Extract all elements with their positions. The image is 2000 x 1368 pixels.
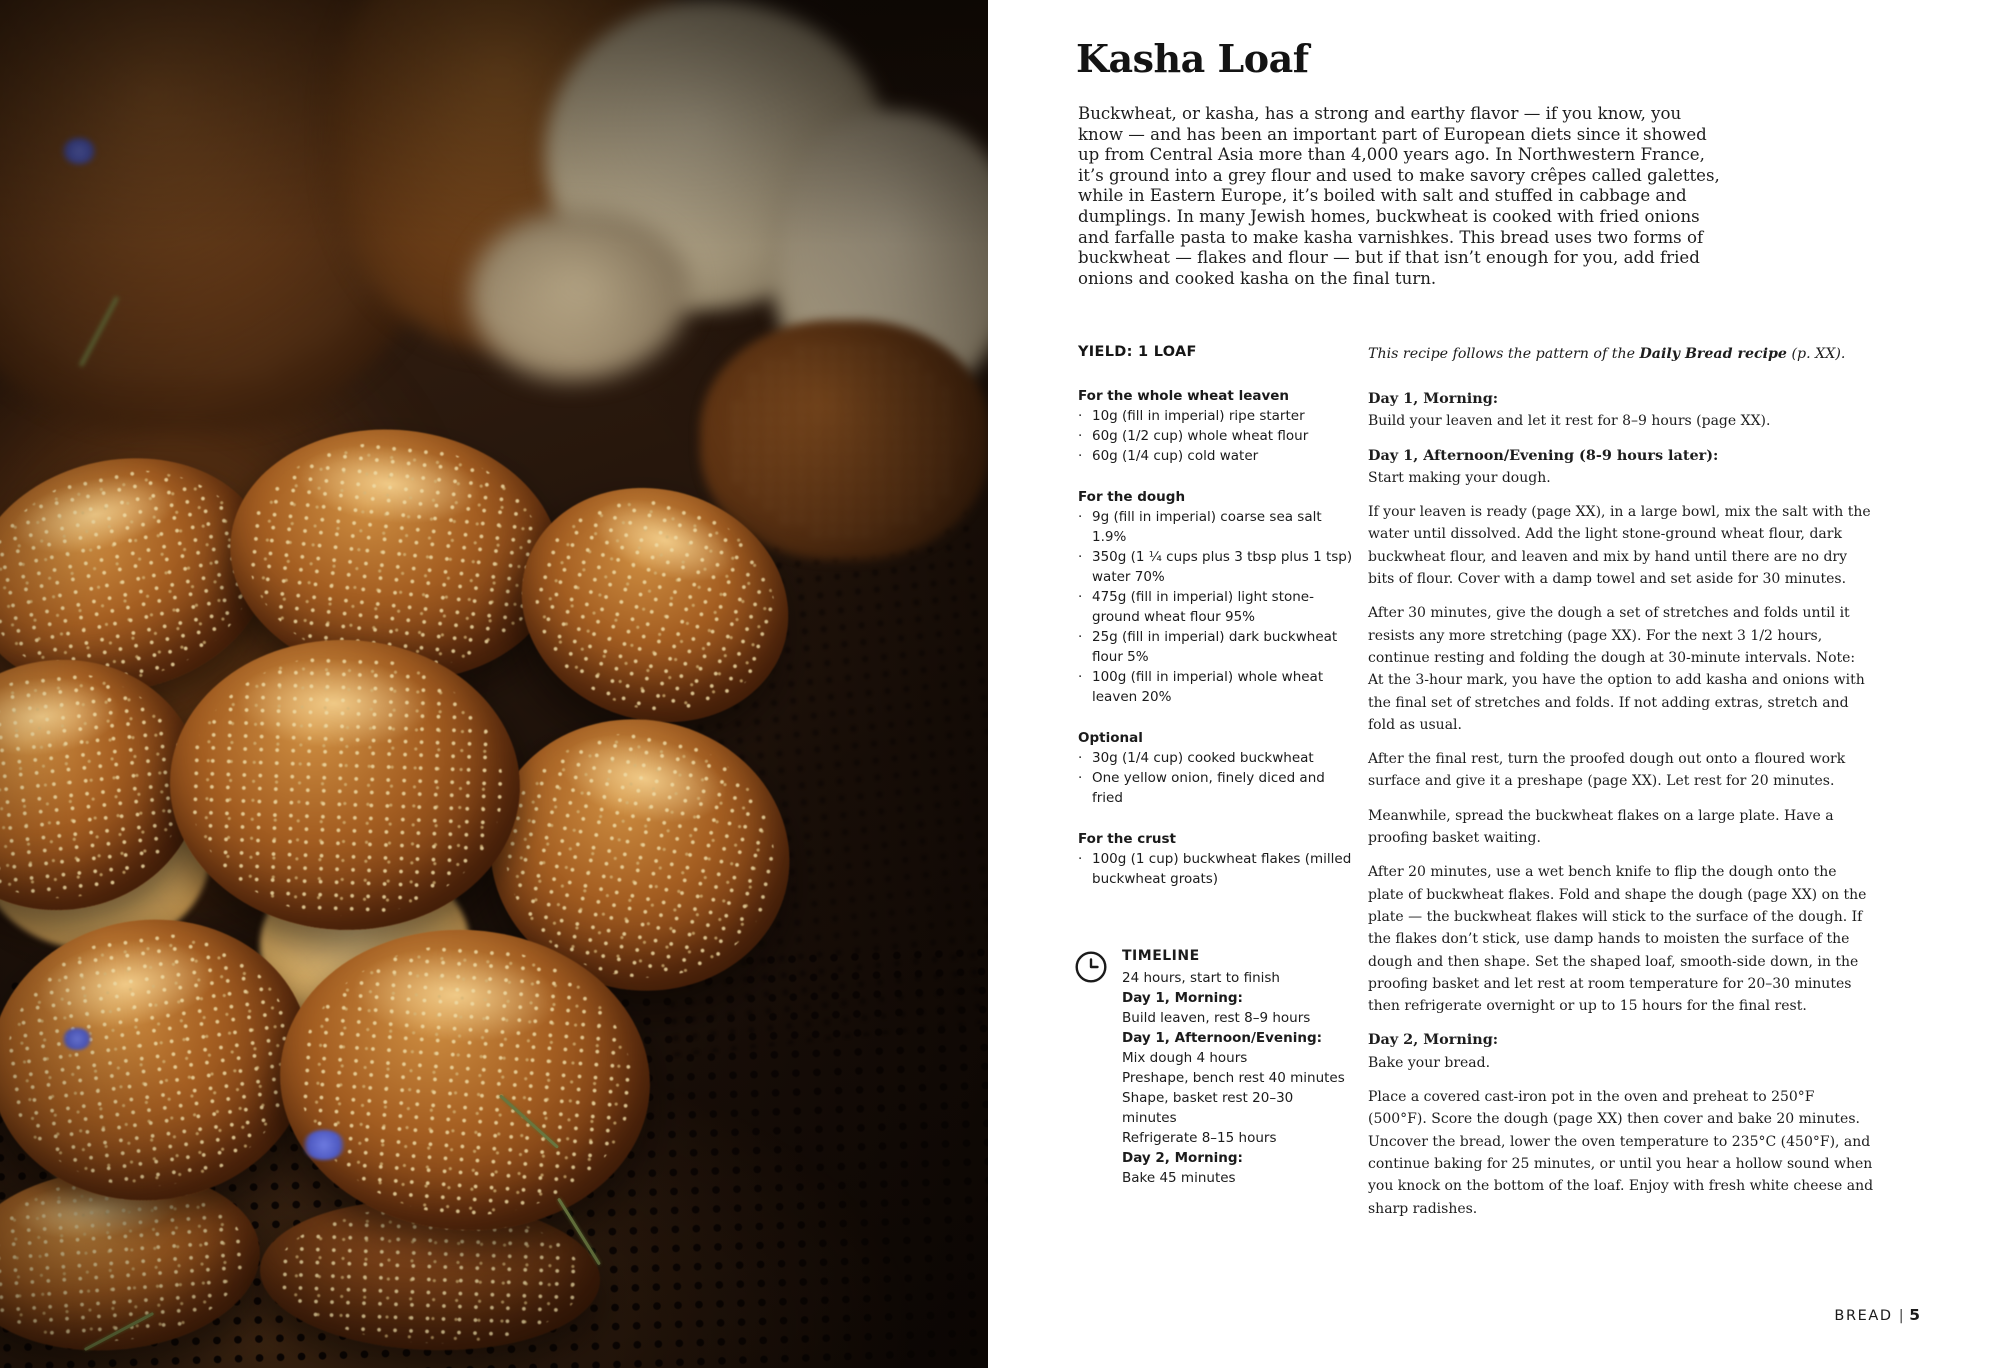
- step-heading: Day 1, Afternoon/Evening (8-9 hours later):: [1368, 446, 1719, 464]
- step-block: [1368, 861, 1875, 1017]
- ingredient-group-heading: Optional: [1078, 730, 1143, 746]
- bullet-dot: ·: [1078, 549, 1083, 565]
- bullet-dot: ·: [1078, 629, 1083, 645]
- bullet-dot: ·: [1078, 408, 1083, 424]
- ingredient-text: 100g (fill in imperial) whole wheat leaven 20%: [1092, 669, 1324, 705]
- timeline-line: Mix dough 4 hours: [1122, 1050, 1248, 1066]
- ingredient-item: [1078, 507, 1354, 547]
- step-block: [1368, 1086, 1875, 1220]
- step-block: [1368, 748, 1875, 793]
- footer-divider: |: [1898, 1308, 1906, 1324]
- ingredient-item: [1078, 547, 1354, 587]
- ingredient-item: [1078, 426, 1354, 446]
- timeline-body: [1122, 946, 1346, 1188]
- step-heading: Day 1, Morning:: [1368, 390, 1499, 407]
- timeline-line: Day 1, Morning:: [1122, 990, 1243, 1006]
- recipe-intro: Buckwheat, or kasha, has a strong and earthy flavor — if you know, you know — and has been an important part of European diets since it showed up from Central Asia more than 4,000 years ago. In Northwestern France, it’s ground into a grey flour and used to make savory crêpes called galettes, while in Eastern Europe, it’s boiled with salt and stuffed in cabbage and dumplings. In many Jewish homes, buckwheat is cooked with fried onions and farfalle pasta to make kasha varnishkes. This bread uses two forms of buckwheat — flakes and flour — but if that isn’t enough for you, add fried onions and cooked kasha on the final turn.: [1078, 104, 1720, 288]
- ingredient-item: [1078, 768, 1354, 808]
- step-block: [1368, 1029, 1875, 1074]
- ingredient-item: [1078, 627, 1354, 667]
- cross-reference-note: [1368, 346, 1928, 362]
- bullet-dot: ·: [1078, 669, 1083, 685]
- timeline-heading: TIMELINE: [1122, 948, 1200, 964]
- ingredient-group-optional: [1078, 728, 1354, 808]
- ingredient-item: [1078, 748, 1354, 768]
- timeline-block: [1074, 946, 1354, 1188]
- photo-vignette: [0, 0, 988, 1368]
- step-body: After 30 minutes, give the dough a set of stretches and folds until it resists any more stretching (page XX). For the next 3 1/2 hours, continue resting and folding the dough at 30-minute intervals. Note: At the 3-hour mark, you have the option to add kasha and onions with the final set of stretches and folds. If not adding extras, stretch and fold as usual.: [1368, 605, 1865, 733]
- ingredient-group-heading: For the crust: [1078, 831, 1176, 847]
- step-heading: Day 2, Morning:: [1368, 1031, 1499, 1049]
- ingredient-text: One yellow onion, finely diced and fried: [1092, 770, 1325, 806]
- ingredient-item: [1078, 587, 1354, 627]
- page-footer: [1834, 1306, 1920, 1324]
- yield-label: YIELD: 1 LOAF: [1078, 344, 1197, 360]
- step-body: After the final rest, turn the proofed dough out onto a floured work surface and give it a preshape (page XX). Let rest for 20 minutes.: [1368, 751, 1846, 790]
- bullet-dot: ·: [1078, 589, 1083, 605]
- timeline-line: Day 1, Afternoon/Evening:: [1122, 1030, 1323, 1046]
- timeline-line: Preshape, bench rest 40 minutes: [1122, 1070, 1345, 1086]
- bullet-dot: ·: [1078, 428, 1083, 444]
- ingredient-group-heading: For the dough: [1078, 489, 1186, 505]
- bullet-dot: ·: [1078, 750, 1083, 766]
- ingredient-group-heading: For the whole wheat leaven: [1078, 388, 1290, 404]
- step-body: Start making your dough.: [1368, 469, 1551, 486]
- footer-section-label: BREAD: [1834, 1308, 1893, 1324]
- bread-photo: [0, 0, 988, 1368]
- step-block: [1368, 445, 1875, 490]
- bullet-dot: ·: [1078, 509, 1083, 525]
- recipe-title: Kasha Loaf: [1076, 36, 1309, 81]
- ingredient-item: [1078, 406, 1354, 426]
- timeline-line: Refrigerate 8–15 hours: [1122, 1130, 1277, 1146]
- note-bold: Daily Bread recipe: [1639, 346, 1787, 362]
- step-body: Place a covered cast-iron pot in the oven and preheat to 250°F (500°F). Score the dough (page XX) then cover and bake 20 minutes. Uncover the bread, lower the oven temperature to 235°C (450°F), and continue baking for 25 minutes, or until you hear a hollow sound when you knock on the bottom of the loaf. Enjoy with fresh white cheese and sharp radishes.: [1368, 1089, 1874, 1217]
- step-body: Build your leaven and let it rest for 8–9 hours (page XX).: [1368, 413, 1771, 430]
- note-prefix: This recipe follows the pattern of the: [1368, 346, 1640, 362]
- timeline-line: Bake 45 minutes: [1122, 1170, 1236, 1186]
- clock-icon: [1074, 950, 1108, 984]
- ingredient-group-dough: [1078, 487, 1354, 707]
- ingredient-item: [1078, 667, 1354, 707]
- step-block: [1368, 805, 1875, 850]
- step-body: Meanwhile, spread the buckwheat flakes on a large plate. Have a proofing basket waiting.: [1368, 807, 1834, 847]
- ingredients-column: [1078, 386, 1354, 910]
- note-suffix: (p. XX).: [1786, 346, 1846, 362]
- bullet-dot: ·: [1078, 851, 1083, 867]
- bullet-dot: ·: [1078, 770, 1083, 786]
- ingredient-group-crust: [1078, 829, 1354, 889]
- ingredient-item: [1078, 446, 1354, 466]
- ingredient-text: 9g (fill in imperial) coarse sea salt 1.9%: [1092, 509, 1322, 545]
- instructions-column: [1368, 388, 1875, 1232]
- timeline-line: Build leaven, rest 8–9 hours: [1122, 1010, 1311, 1026]
- timeline-line: 24 hours, start to finish: [1122, 970, 1280, 986]
- ingredient-group-leaven: [1078, 386, 1354, 466]
- ingredient-text: 60g (1/4 cup) cold water: [1092, 448, 1259, 464]
- page-number: 5: [1909, 1306, 1920, 1324]
- timeline-line: Shape, basket rest 20–30 minutes: [1122, 1090, 1294, 1126]
- step-body: If your leaven is ready (page XX), in a large bowl, mix the salt with the water until dissolved. Add the light stone-ground wheat flour, dark buckwheat flour, and leaven and mix by hand until there are no dry bits of flour. Cover with a damp towel and set aside for 30 minutes.: [1368, 504, 1871, 588]
- step-block: [1368, 501, 1875, 590]
- ingredient-item: [1078, 849, 1354, 889]
- step-block: [1368, 602, 1875, 736]
- recipe-page: [988, 0, 2000, 1368]
- bullet-dot: ·: [1078, 448, 1083, 464]
- ingredient-text: 475g (fill in imperial) light stone-ground wheat flour 95%: [1092, 589, 1314, 625]
- ingredient-text: 350g (1 ¼ cups plus 3 tbsp plus 1 tsp) water 70%: [1092, 549, 1353, 585]
- ingredient-text: 25g (fill in imperial) dark buckwheat flour 5%: [1092, 629, 1338, 665]
- ingredient-text: 100g (1 cup) buckwheat flakes (milled buckwheat groats): [1092, 851, 1352, 887]
- step-body: After 20 minutes, use a wet bench knife to flip the dough onto the plate of buckwheat flakes. Fold and shape the dough (page XX) on the plate — the buckwheat flakes will stick to the surface of the dough. If the flakes don’t stick, use damp hands to moisten the surface of the dough and then shape. Set the shaped loaf, smooth-side down, in the proofing basket and let rest at room temperature for 20–30 minutes then refrigerate overnight or up to 15 hours for the final rest.: [1368, 864, 1867, 1015]
- ingredient-text: 60g (1/2 cup) whole wheat flour: [1092, 428, 1309, 444]
- ingredient-text: 10g (fill in imperial) ripe starter: [1092, 408, 1305, 424]
- step-body: Bake your bread.: [1368, 1054, 1491, 1071]
- step-block: [1368, 388, 1875, 433]
- timeline-line: Day 2, Morning:: [1122, 1150, 1243, 1166]
- ingredient-text: 30g (1/4 cup) cooked buckwheat: [1092, 750, 1314, 766]
